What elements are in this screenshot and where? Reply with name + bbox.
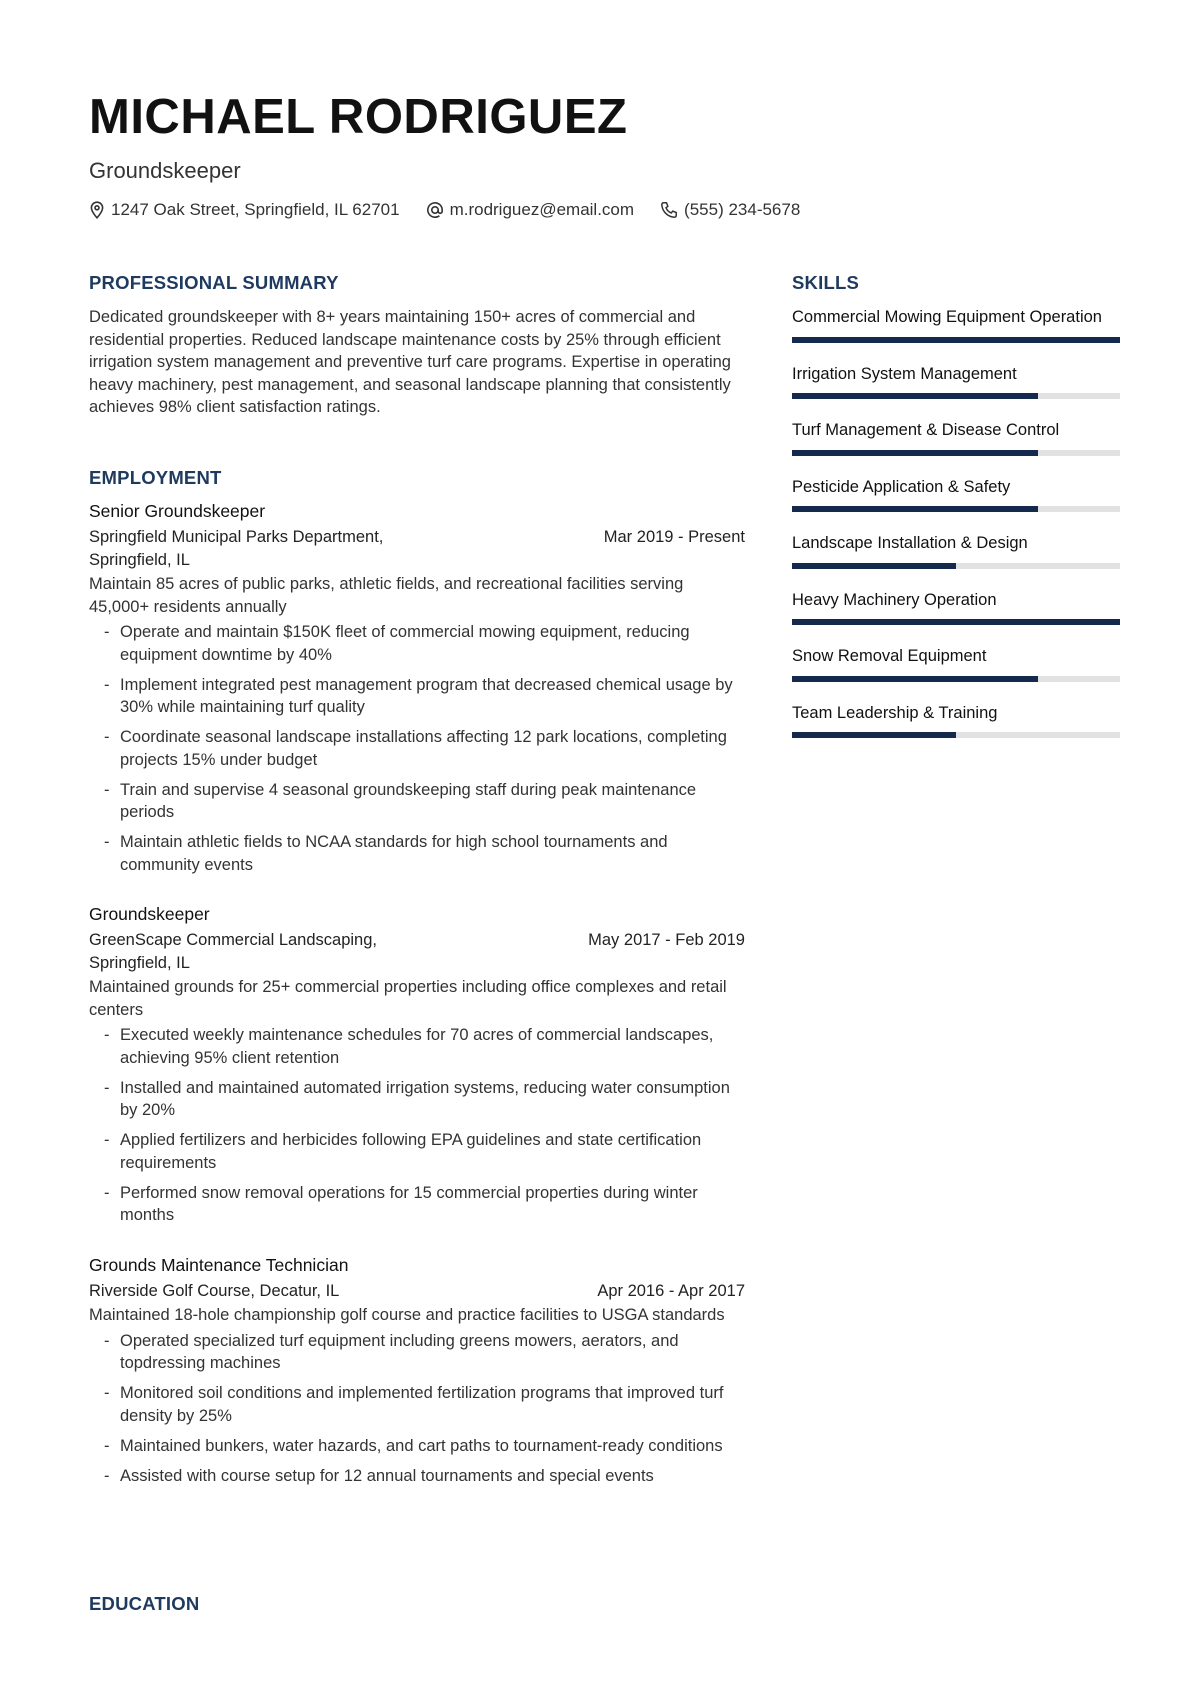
skill-item — [792, 363, 1120, 400]
job-company: GreenScape Commercial Landscaping, Springfield, IL — [89, 931, 377, 972]
job-meta — [89, 526, 745, 571]
job-meta — [89, 1280, 745, 1303]
skill-level-fill — [792, 563, 956, 569]
skill-level-bar — [792, 337, 1120, 343]
list-item — [89, 779, 745, 824]
education-section — [89, 1593, 745, 1627]
phone-text[interactable]: (555) 234-5678 — [684, 200, 801, 219]
skill-name: Landscape Installation & Design — [792, 534, 1028, 552]
list-item — [89, 1077, 745, 1122]
dash-marker: - — [104, 1131, 110, 1149]
list-item — [89, 674, 745, 719]
skills-section — [792, 272, 1120, 758]
job-dates: Mar 2019 - Present — [603, 528, 745, 546]
skill-name: Turf Management & Disease Control — [792, 421, 1060, 439]
summary-heading: PROFESSIONAL SUMMARY — [89, 272, 339, 293]
job-entry-3 — [89, 1255, 745, 1488]
job-dates: May 2017 - Feb 2019 — [588, 931, 745, 949]
list-item — [89, 1435, 745, 1458]
skill-item — [792, 645, 1120, 682]
skill-level-bar — [792, 732, 1120, 738]
email-link[interactable]: m.rodriguez@email.com — [449, 200, 635, 219]
skill-name: Commercial Mowing Equipment Operation — [792, 308, 1102, 326]
dash-marker: - — [104, 1078, 110, 1097]
bullet-text: Maintained bunkers, water hazards, and cart paths to tournament-ready conditions — [120, 1436, 723, 1455]
employment-heading: EMPLOYMENT — [89, 467, 222, 488]
skill-item — [792, 419, 1120, 456]
skill-name: Pesticide Application & Safety — [792, 477, 1011, 496]
skills-heading: SKILLS — [792, 272, 859, 293]
employment-section — [89, 467, 745, 1515]
skills-list — [792, 306, 1120, 738]
dash-marker: - — [104, 1384, 110, 1402]
contact-address — [89, 200, 400, 220]
address-text: 1247 Oak Street, Springfield, IL 62701 — [111, 200, 400, 219]
at-sign-icon — [426, 201, 444, 219]
list-item — [89, 1465, 745, 1488]
list-item — [89, 1024, 745, 1069]
summary-text: Dedicated groundskeeper with 8+ years maintaining 150+ acres of commercial and residential properties. Reduced landscape maintenance costs by 25% through efficient irrigation system management and preventive turf care programs. Expertise in operating heavy machinery, pest management, and seasonal landscape planning that consistently achieves 98% client satisfaction ratings. — [89, 308, 731, 416]
contact-info — [89, 200, 826, 220]
dash-marker: - — [104, 675, 110, 694]
skill-level-bar — [792, 563, 1120, 569]
list-item — [89, 831, 745, 876]
job-entry-2 — [89, 904, 745, 1227]
job-bullets — [89, 1330, 745, 1488]
contact-email[interactable] — [426, 200, 634, 220]
list-item — [89, 1330, 745, 1375]
skill-level-bar — [792, 506, 1120, 512]
skill-level-fill — [792, 619, 1120, 625]
job-dates: Apr 2016 - Apr 2017 — [597, 1281, 745, 1300]
dash-marker: - — [104, 623, 110, 641]
skill-name: Team Leadership & Training — [792, 703, 998, 722]
candidate-name: MICHAEL RODRIGUEZ — [89, 90, 628, 144]
bullet-text: Assisted with course setup for 12 annual tournaments and special events — [120, 1466, 654, 1485]
skill-level-fill — [792, 506, 1038, 512]
skill-name: Heavy Machinery Operation — [792, 590, 997, 609]
dash-marker: - — [104, 1026, 110, 1044]
skill-item — [792, 476, 1120, 513]
bullet-text: Applied fertilizers and herbicides following EPA guidelines and state certification requirements — [120, 1131, 702, 1172]
skill-level-bar — [792, 676, 1120, 682]
dash-marker: - — [104, 833, 110, 851]
summary-section — [89, 272, 745, 419]
candidate-title: Groundskeeper — [89, 158, 241, 183]
dash-marker: - — [104, 1436, 110, 1455]
job-bullets — [89, 621, 745, 876]
phone-icon — [660, 201, 678, 219]
dash-marker: - — [104, 780, 110, 799]
skill-level-fill — [792, 337, 1120, 343]
job-description: Maintained grounds for 25+ commercial properties including office complexes and retail centers — [89, 978, 727, 1019]
job-role: Grounds Maintenance Technician — [89, 1254, 349, 1275]
job-entry-1 — [89, 501, 745, 876]
bullet-text: Monitored soil conditions and implemented fertilization programs that improved turf density by 25% — [120, 1384, 724, 1425]
bullet-text: Coordinate seasonal landscape installations affecting 12 park locations, completing projects 15% under budget — [120, 728, 727, 769]
job-role: Groundskeeper — [89, 904, 210, 924]
list-item — [89, 726, 745, 771]
list-item — [89, 1129, 745, 1174]
bullet-text: Maintain athletic fields to NCAA standards for high school tournaments and community events — [120, 833, 668, 874]
bullet-text: Executed weekly maintenance schedules for 70 acres of commercial landscapes, achieving 95% client retention — [120, 1026, 714, 1067]
dash-marker: - — [104, 728, 110, 746]
skill-item — [792, 589, 1120, 626]
bullet-text: Performed snow removal operations for 15 commercial properties during winter months — [120, 1183, 698, 1224]
job-meta — [89, 929, 745, 974]
skill-level-bar — [792, 393, 1120, 399]
skill-name: Snow Removal Equipment — [792, 647, 987, 665]
education-heading: EDUCATION — [89, 1593, 200, 1614]
job-company: Riverside Golf Course, Decatur, IL — [89, 1281, 340, 1300]
skill-level-bar — [792, 619, 1120, 625]
dash-marker: - — [104, 1331, 110, 1350]
bullet-text: Implement integrated pest management program that decreased chemical usage by 30% while maintaining turf quality — [120, 675, 733, 716]
list-item — [89, 621, 745, 666]
job-role: Senior Groundskeeper — [89, 501, 266, 521]
contact-phone[interactable] — [660, 200, 800, 220]
list-item — [89, 1382, 745, 1427]
job-description: Maintain 85 acres of public parks, athletic fields, and recreational facilities serving 45,000+ residents annually — [89, 575, 684, 616]
job-description: Maintained 18-hole championship golf course and practice facilities to USGA standards — [89, 1306, 725, 1324]
bullet-text: Operate and maintain $150K fleet of commercial mowing equipment, reducing equipment downtime by 40% — [120, 623, 690, 664]
skill-name: Irrigation System Management — [792, 364, 1017, 383]
list-item — [89, 1182, 745, 1227]
job-company: Springfield Municipal Parks Department, Springfield, IL — [89, 528, 384, 569]
bullet-text: Installed and maintained automated irrigation systems, reducing water consumption by 20% — [120, 1078, 730, 1119]
skill-item — [792, 702, 1120, 739]
skill-level-fill — [792, 732, 956, 738]
dash-marker: - — [104, 1466, 110, 1485]
skill-level-fill — [792, 676, 1038, 682]
job-bullets — [89, 1024, 745, 1227]
location-pin-icon — [89, 201, 105, 219]
bullet-text: Train and supervise 4 seasonal groundskeeping staff during peak maintenance periods — [120, 780, 697, 821]
skill-item — [792, 306, 1120, 343]
skill-level-bar — [792, 450, 1120, 456]
skill-level-fill — [792, 450, 1038, 456]
dash-marker: - — [104, 1183, 110, 1202]
bullet-text: Operated specialized turf equipment including greens mowers, aerators, and topdressing machines — [120, 1331, 679, 1372]
skill-level-fill — [792, 393, 1038, 399]
skill-item — [792, 532, 1120, 569]
